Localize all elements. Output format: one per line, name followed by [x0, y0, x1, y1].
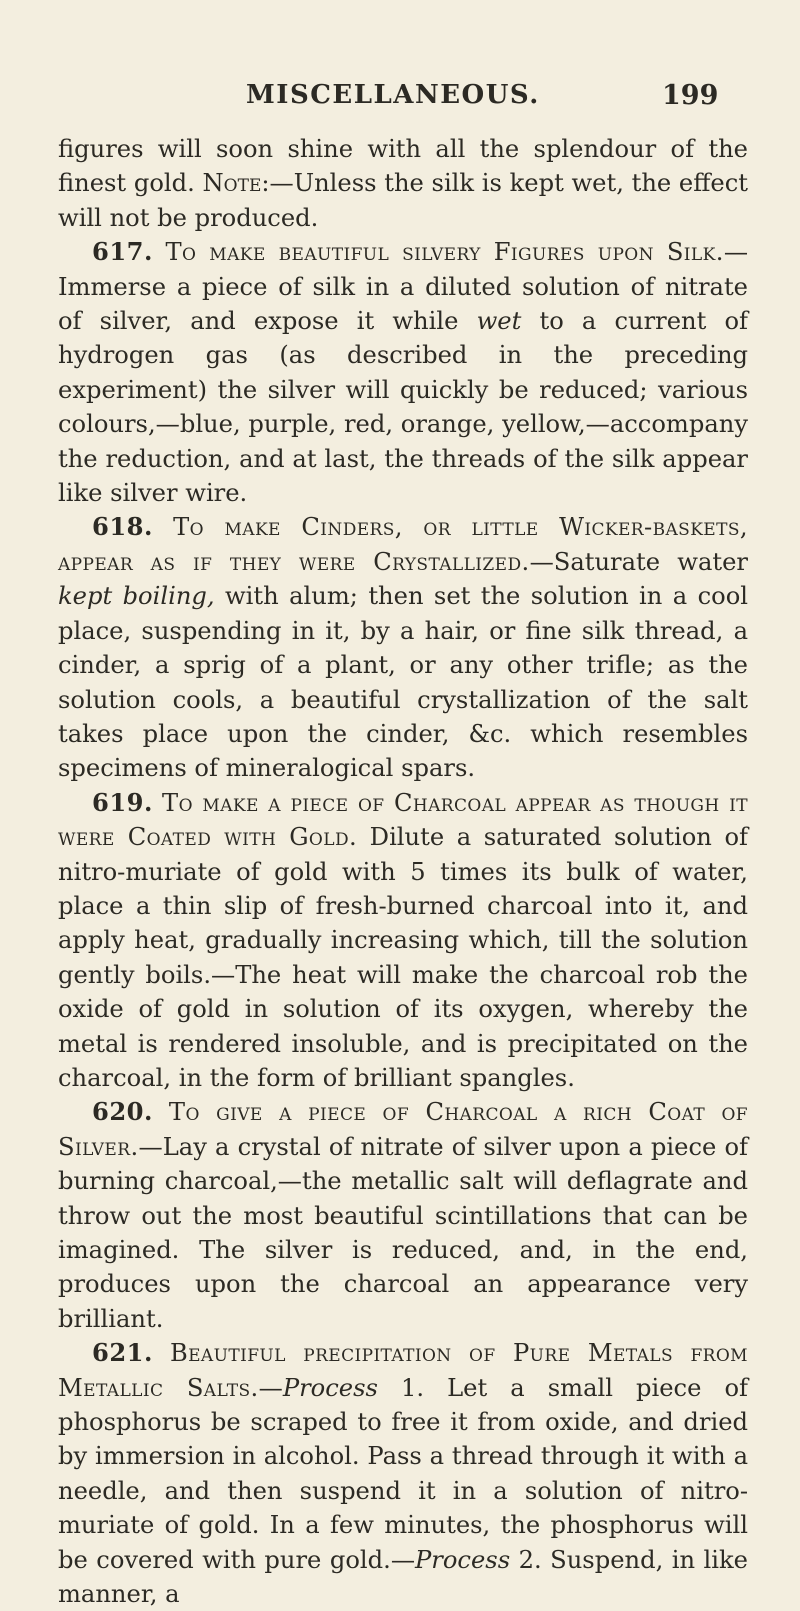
- note-label: Note: [202, 169, 262, 198]
- note-text: :—Unless the silk is kept wet, the effect will not be produced.: [58, 169, 748, 232]
- paragraph-text: with alum; then set the solution in a cool place, suspending in it, by a hair, or fine silk thread, a cinder, a sprig of a plant, or any other trifle; as the solution cools, a beautiful crystallization of the salt takes place upon the cinder, &c. which resembles specimens of mineralogical spars.: [58, 582, 748, 783]
- paragraph-text: —Saturate water: [529, 547, 748, 576]
- paragraph-text: —: [258, 1373, 283, 1402]
- paragraph-number: 619.: [92, 787, 153, 817]
- paragraph-618: [58, 510, 748, 785]
- paragraph-heading: To make beautiful silvery Figures upon Silk.: [165, 238, 724, 267]
- emphasis-text: wet: [476, 307, 522, 336]
- body-text: [58, 132, 748, 1611]
- paragraph-heading: Beautiful precipitation of Pure Metals from Metallic Salts.: [58, 1339, 748, 1402]
- emphasis-text: Process: [415, 1545, 511, 1574]
- paragraph-text: 2. Suspend, in like manner, a: [58, 1545, 748, 1609]
- paragraph-text: figures will soon shine with all the splendour of the finest gold.: [58, 135, 748, 198]
- running-head-title: MISCELLANEOUS.: [246, 80, 540, 110]
- paragraph-text: —Lay a crystal of nitrate of silver upon a piece of burning charcoal,—the metallic salt will deflagrate and throw out the most beautiful scintillations that can be imagined. The silver is reduced, and, in the end, produces upon the charcoal an appearance very brilliant.: [58, 1132, 748, 1333]
- paragraph-text: —Immerse a piece of silk in a diluted solution of nitrate of silver, and expose it while: [58, 238, 748, 336]
- paragraph-heading: To make a piece of Charcoal appear as though it were Coated with Gold.: [58, 788, 748, 852]
- paragraph-617: [58, 235, 748, 510]
- paragraph-text: Dilute a saturated solution of nitro-muriate of gold with 5 times its bulk of water, place a thin slip of fresh-burned charcoal into it, and apply heat, gradually increasing which, till the solution gently boils.—The heat will make the charcoal rob the oxide of gold in solution of its oxygen, whereby the metal is rendered insoluble, and is precipitated on the charcoal, in the form of brilliant spangles.: [58, 823, 748, 1092]
- paragraph-heading: To make Cinders, or little Wicker-baskets, appear as if they were Crystallized.: [58, 513, 748, 576]
- emphasis-text: Process: [282, 1373, 378, 1402]
- paragraph-text: 1. Let a small piece of phosphorus be scraped to free it from oxide, and dried by immersion in alcohol. Pass a thread through it with a needle, and then suspend it in a solution of nitro-muriate of gold. In a few minutes, the phosphorus will be covered with pure gold.—: [58, 1373, 748, 1574]
- paragraph-616-continued: [58, 132, 748, 235]
- paragraph-619: [58, 786, 748, 1096]
- paragraph-621: [58, 1336, 748, 1611]
- paragraph-number: 621.: [92, 1338, 153, 1368]
- paragraph-text: to a current of hydrogen gas (as described in the preceding experiment) the silver will quickly be reduced; various colours,—blue, purple, red, orange, yellow,—accompany the reduction, and at last, the threads of the silk appear like silver wire.: [58, 307, 748, 508]
- paragraph-620: [58, 1095, 748, 1336]
- paragraph-number: 620.: [92, 1097, 153, 1127]
- page-number: 199: [662, 80, 719, 111]
- paragraph-number: 617.: [92, 237, 153, 267]
- running-head: [0, 80, 800, 120]
- paragraph-heading: To give a piece of Charcoal a rich Coat of Silver.: [58, 1098, 748, 1161]
- emphasis-text: kept boiling,: [58, 582, 215, 611]
- paragraph-number: 618.: [92, 512, 153, 542]
